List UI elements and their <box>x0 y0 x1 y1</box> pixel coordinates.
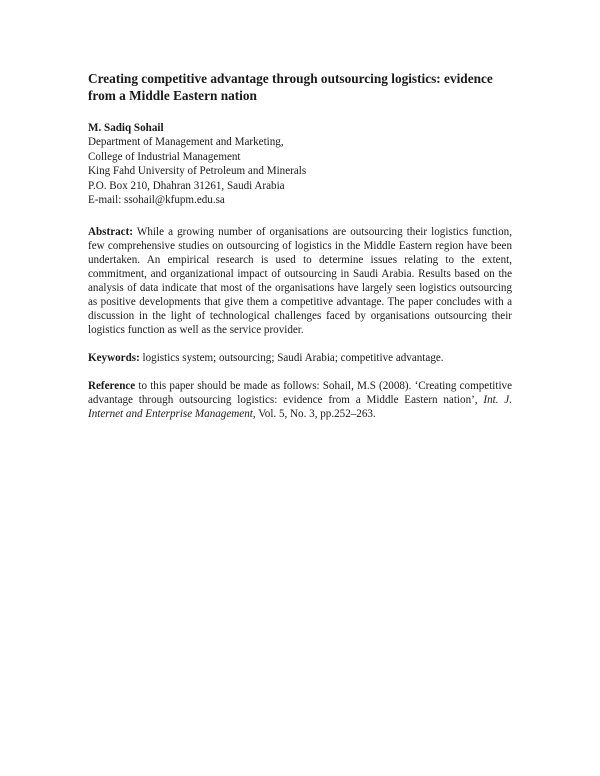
reference-details: , Vol. 5, No. 3, pp.252–263. <box>252 408 376 421</box>
abstract <box>88 225 512 337</box>
affiliation-email: E-mail: ssohail@kfupm.edu.sa <box>88 194 225 207</box>
keywords-text: logistics system; outsourcing; Saudi Arabia; competitive advantage. <box>142 352 444 365</box>
affiliation-university: King Fahd University of Petroleum and Minerals <box>88 165 307 178</box>
paper-title: Creating competitive advantage through outsourcing logistics: evidence from a Middle Eastern nation <box>88 71 493 103</box>
author-block <box>88 121 512 207</box>
abstract-label: Abstract: <box>88 226 133 239</box>
keywords <box>88 351 512 365</box>
reference-journal: Int. J. Internet and Enterprise Management <box>88 394 512 421</box>
keywords-label: Keywords: <box>88 352 140 365</box>
affiliation-address: P.O. Box 210, Dhahran 31261, Saudi Arabia <box>88 179 285 192</box>
reference <box>88 379 512 421</box>
reference-label: Reference <box>88 380 136 393</box>
abstract-text: While a growing number of organisations are outsourcing their logistics function, few comprehensive studies on outsourcing of logistics in the Middle Eastern region have been undertaken. An empirical research is used to determine issues relating to the extent, commitment, and organizational impact of outsourcing in Saudi Arabia. Results based on the analysis of data indicate that most of the organisations have largely seen logistics outsourcing as positive developments that give them a competitive advantage. The paper concludes with a discussion in the light of technological challenges faced by organisations outsourcing their logistics function as well as the service provider. <box>88 226 512 337</box>
affiliation-college: College of Industrial Management <box>88 150 241 163</box>
paper-page <box>88 70 512 435</box>
author-name: M. Sadiq Sohail <box>88 122 164 134</box>
affiliation-department: Department of Management and Marketing, <box>88 136 284 149</box>
reference-text: to this paper should be made as follows: Sohail, M.S (2008). ‘Creating competitive advantage through outsourcing logistics: evidence from a Middle Eastern nation’, <box>88 380 513 407</box>
